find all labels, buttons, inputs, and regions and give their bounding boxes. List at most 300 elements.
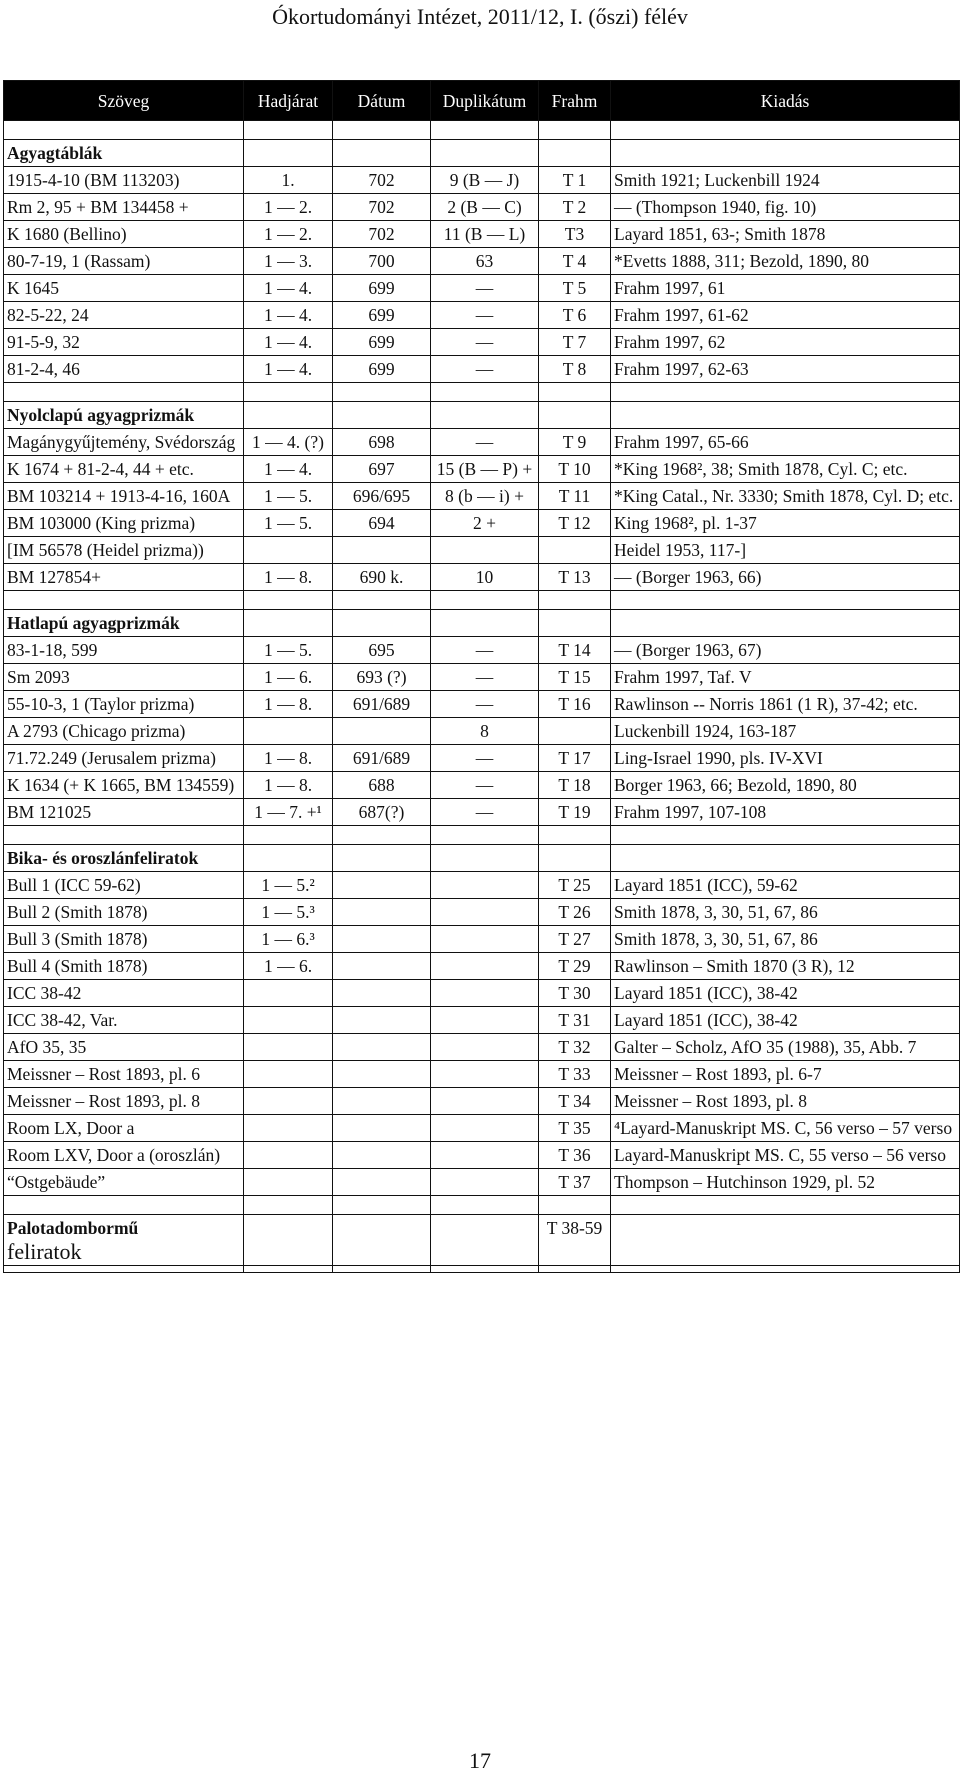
table-row — [4, 302, 960, 329]
table-cell: Rawlinson -- Norris 1861 (1 R), 37-42; etc. — [611, 691, 960, 718]
table-cell: Bull 4 (Smith 1878) — [4, 953, 244, 980]
spacer-cell — [431, 121, 539, 140]
table-row — [4, 1142, 960, 1169]
table-cell: 55-10-3, 1 (Taylor prizma) — [4, 691, 244, 718]
table-cell: BM 127854+ — [4, 564, 244, 591]
table-cell: Magánygyűjtemény, Svédország — [4, 429, 244, 456]
table-cell: K 1680 (Bellino) — [4, 221, 244, 248]
table-cell — [539, 537, 611, 564]
table-cell: — (Borger 1963, 66) — [611, 564, 960, 591]
table-cell — [431, 872, 539, 899]
table-cell — [431, 926, 539, 953]
table-cell: T 34 — [539, 1088, 611, 1115]
table-row — [4, 1115, 960, 1142]
table-cell: T 1 — [539, 167, 611, 194]
spacer-cell — [4, 826, 244, 845]
spacer-cell — [611, 591, 960, 610]
column-header: Szöveg — [4, 81, 244, 121]
table-cell — [333, 1088, 431, 1115]
table-row — [4, 953, 960, 980]
table-cell: T 10 — [539, 456, 611, 483]
spacer-cell — [333, 121, 431, 140]
table-row — [4, 718, 960, 745]
empty-cell — [539, 402, 611, 429]
table-cell — [333, 718, 431, 745]
table-cell: Layard 1851 (ICC), 59-62 — [611, 872, 960, 899]
table-cell: 2 (B — C) — [431, 194, 539, 221]
table-cell — [244, 980, 333, 1007]
table-cell: Layard-Manuskript MS. C, 55 verso – 56 verso — [611, 1142, 960, 1169]
table-row — [4, 637, 960, 664]
spacer-cell — [539, 1266, 611, 1273]
table-cell: BM 103214 + 1913-4-16, 160A — [4, 483, 244, 510]
spacer-cell — [244, 1266, 333, 1273]
table-cell: T 11 — [539, 483, 611, 510]
table-cell: Frahm 1997, 107-108 — [611, 799, 960, 826]
empty-cell — [244, 402, 333, 429]
table-cell: T 14 — [539, 637, 611, 664]
table-cell: Room LX, Door a — [4, 1115, 244, 1142]
table-cell — [431, 537, 539, 564]
table-cell: 700 — [333, 248, 431, 275]
table-cell: Bull 1 (ICC 59-62) — [4, 872, 244, 899]
table-cell: “Ostgebäude” — [4, 1169, 244, 1196]
table-cell: T 17 — [539, 745, 611, 772]
table-cell: T 25 — [539, 872, 611, 899]
table-cell: 694 — [333, 510, 431, 537]
table-cell — [431, 1142, 539, 1169]
table-cell — [244, 1169, 333, 1196]
table-cell: 697 — [333, 456, 431, 483]
table-cell: 691/689 — [333, 745, 431, 772]
spacer-cell — [431, 826, 539, 845]
table-cell: ICC 38-42, Var. — [4, 1007, 244, 1034]
empty-cell — [431, 610, 539, 637]
table-cell — [333, 1061, 431, 1088]
table-row — [4, 564, 960, 591]
empty-cell — [431, 402, 539, 429]
spacer-cell — [539, 1196, 611, 1215]
table-cell: 2 + — [431, 510, 539, 537]
spacer-cell — [539, 826, 611, 845]
table-cell: 702 — [333, 167, 431, 194]
empty-cell — [244, 610, 333, 637]
spacer-row — [4, 121, 960, 140]
table-cell: 1915-4-10 (BM 113203) — [4, 167, 244, 194]
table-row — [4, 899, 960, 926]
table-cell: — — [431, 799, 539, 826]
table-cell: Frahm 1997, 61 — [611, 275, 960, 302]
spacer-cell — [611, 1196, 960, 1215]
table-cell: Rawlinson – Smith 1870 (3 R), 12 — [611, 953, 960, 980]
spacer-cell — [244, 383, 333, 402]
table-cell: — — [431, 275, 539, 302]
table-cell: 1 — 4. (?) — [244, 429, 333, 456]
table-cell: — — [431, 637, 539, 664]
table-cell: T 38-59 — [539, 1215, 611, 1266]
table-row — [4, 691, 960, 718]
empty-cell — [431, 140, 539, 167]
table-cell: 1 — 5. — [244, 510, 333, 537]
table-cell: ⁴Layard-Manuskript MS. C, 56 verso – 57 verso — [611, 1115, 960, 1142]
table-row — [4, 926, 960, 953]
spacer-cell — [611, 1266, 960, 1273]
table-cell: Bull 2 (Smith 1878) — [4, 899, 244, 926]
table-cell: 693 (?) — [333, 664, 431, 691]
empty-cell — [611, 1215, 960, 1266]
table-cell: T 9 — [539, 429, 611, 456]
table-row — [4, 1169, 960, 1196]
table-cell: Frahm 1997, 65-66 — [611, 429, 960, 456]
table-cell: 1 — 7. +¹ — [244, 799, 333, 826]
table-cell: K 1674 + 81-2-4, 44 + etc. — [4, 456, 244, 483]
table-cell — [431, 899, 539, 926]
section-header-row — [4, 610, 960, 637]
table-cell: Smith 1878, 3, 30, 51, 67, 86 — [611, 899, 960, 926]
empty-cell — [611, 845, 960, 872]
table-cell — [333, 872, 431, 899]
table-cell: Layard 1851 (ICC), 38-42 — [611, 1007, 960, 1034]
empty-cell — [431, 1215, 539, 1266]
section-title: Agyagtáblák — [4, 140, 244, 167]
table-body — [4, 81, 960, 1273]
table-cell: 699 — [333, 356, 431, 383]
spacer-cell — [333, 826, 431, 845]
table-cell: BM 103000 (King prizma) — [4, 510, 244, 537]
table-cell: Frahm 1997, 62-63 — [611, 356, 960, 383]
table-cell: T 19 — [539, 799, 611, 826]
table-cell — [431, 953, 539, 980]
spacer-cell — [611, 121, 960, 140]
table-row — [4, 483, 960, 510]
table-cell: 1 — 4. — [244, 302, 333, 329]
table-cell: — — [431, 664, 539, 691]
table-cell: — — [431, 356, 539, 383]
spacer-cell — [333, 1266, 431, 1273]
section-title-line: feliratok — [7, 1239, 82, 1264]
table-cell: 1 — 5. — [244, 483, 333, 510]
table-cell: 688 — [333, 772, 431, 799]
table-cell — [431, 1034, 539, 1061]
spacer-cell — [611, 826, 960, 845]
table-row — [4, 1061, 960, 1088]
table-row — [4, 329, 960, 356]
table-cell: 15 (B — P) + — [431, 456, 539, 483]
table-cell: 1 — 4. — [244, 275, 333, 302]
table-row — [4, 745, 960, 772]
empty-cell — [333, 402, 431, 429]
table-cell: ICC 38-42 — [4, 980, 244, 1007]
column-header: Duplikátum — [431, 81, 539, 121]
table-cell: Heidel 1953, 117-] — [611, 537, 960, 564]
spacer-cell — [4, 121, 244, 140]
table-cell: T 18 — [539, 772, 611, 799]
table-cell: T 2 — [539, 194, 611, 221]
table-cell: Luckenbill 1924, 163-187 — [611, 718, 960, 745]
texts-table — [3, 80, 960, 1273]
spacer-cell — [4, 383, 244, 402]
section-title: Nyolclapú agyagprizmák — [4, 402, 244, 429]
table-cell: 1 — 2. — [244, 221, 333, 248]
table-cell: Frahm 1997, 61-62 — [611, 302, 960, 329]
table-cell: 690 k. — [333, 564, 431, 591]
table-cell — [244, 1034, 333, 1061]
section-header-row — [4, 845, 960, 872]
table-cell: 9 (B — J) — [431, 167, 539, 194]
table-cell: 91-5-9, 32 — [4, 329, 244, 356]
table-cell: 691/689 — [333, 691, 431, 718]
empty-cell — [333, 1215, 431, 1266]
table-cell: Borger 1963, 66; Bezold, 1890, 80 — [611, 772, 960, 799]
table-cell: T 6 — [539, 302, 611, 329]
table-cell — [333, 953, 431, 980]
table-cell: — — [431, 772, 539, 799]
table-cell — [244, 537, 333, 564]
spacer-row — [4, 1196, 960, 1215]
table-cell: 1 — 6.³ — [244, 926, 333, 953]
table-cell: T 32 — [539, 1034, 611, 1061]
table-cell: 1 — 5.² — [244, 872, 333, 899]
table-cell: Frahm 1997, 62 — [611, 329, 960, 356]
table-cell: 10 — [431, 564, 539, 591]
table-cell: T 16 — [539, 691, 611, 718]
table-cell: T 13 — [539, 564, 611, 591]
table-cell: Thompson – Hutchinson 1929, pl. 52 — [611, 1169, 960, 1196]
spacer-cell — [244, 1196, 333, 1215]
table-cell: T 15 — [539, 664, 611, 691]
table-cell: Smith 1921; Luckenbill 1924 — [611, 167, 960, 194]
table-cell: T3 — [539, 221, 611, 248]
table-cell: T 7 — [539, 329, 611, 356]
table-cell — [333, 899, 431, 926]
empty-cell — [333, 140, 431, 167]
table-cell: K 1645 — [4, 275, 244, 302]
table-cell: — — [431, 302, 539, 329]
table-cell: 82-5-22, 24 — [4, 302, 244, 329]
table-cell: 699 — [333, 302, 431, 329]
spacer-cell — [431, 1266, 539, 1273]
table-cell — [244, 1061, 333, 1088]
table-cell — [431, 1115, 539, 1142]
column-header: Frahm — [539, 81, 611, 121]
table-cell: 1 — 8. — [244, 691, 333, 718]
page-header: Ókortudományi Intézet, 2011/12, I. (őszi) félév — [272, 4, 688, 29]
empty-cell — [611, 140, 960, 167]
table-cell: 80-7-19, 1 (Rassam) — [4, 248, 244, 275]
table-cell: Galter – Scholz, AfO 35 (1988), 35, Abb. 7 — [611, 1034, 960, 1061]
table-row — [4, 872, 960, 899]
table-cell: Layard 1851 (ICC), 38-42 — [611, 980, 960, 1007]
table-cell: 11 (B — L) — [431, 221, 539, 248]
section-header-row — [4, 402, 960, 429]
empty-cell — [431, 845, 539, 872]
spacer-cell — [431, 1196, 539, 1215]
section-header-row — [4, 1215, 960, 1266]
table-cell: 1 — 2. — [244, 194, 333, 221]
table-cell: 687(?) — [333, 799, 431, 826]
spacer-cell — [333, 383, 431, 402]
empty-cell — [333, 610, 431, 637]
table-row — [4, 275, 960, 302]
table-cell: — — [431, 329, 539, 356]
table-row — [4, 429, 960, 456]
empty-cell — [539, 845, 611, 872]
table-cell — [244, 1088, 333, 1115]
section-title-line: Palotadombormű — [7, 1218, 139, 1238]
table-cell: — (Thompson 1940, fig. 10) — [611, 194, 960, 221]
table-cell: K 1634 (+ K 1665, BM 134559) — [4, 772, 244, 799]
table-row — [4, 1034, 960, 1061]
spacer-cell — [539, 383, 611, 402]
table-cell: Meissner – Rost 1893, pl. 6-7 — [611, 1061, 960, 1088]
table-cell: AfO 35, 35 — [4, 1034, 244, 1061]
table-cell — [431, 1061, 539, 1088]
page-number: 17 — [469, 1748, 491, 1773]
table-cell: Rm 2, 95 + BM 134458 + — [4, 194, 244, 221]
empty-cell — [611, 402, 960, 429]
table-cell — [333, 537, 431, 564]
table-cell: 83-1-18, 599 — [4, 637, 244, 664]
table-cell: 702 — [333, 194, 431, 221]
table-cell: 1 — 6. — [244, 953, 333, 980]
table-cell — [539, 718, 611, 745]
table-cell: 1 — 3. — [244, 248, 333, 275]
table-cell: Smith 1878, 3, 30, 51, 67, 86 — [611, 926, 960, 953]
table-cell: 63 — [431, 248, 539, 275]
column-header: Hadjárat — [244, 81, 333, 121]
table-cell: T 30 — [539, 980, 611, 1007]
table-cell — [333, 980, 431, 1007]
table-cell: 71.72.249 (Jerusalem prizma) — [4, 745, 244, 772]
table-cell — [431, 980, 539, 1007]
table-row — [4, 1007, 960, 1034]
empty-cell — [333, 845, 431, 872]
table-cell — [244, 718, 333, 745]
table-cell: — — [431, 691, 539, 718]
spacer-cell — [539, 591, 611, 610]
table-cell: 699 — [333, 329, 431, 356]
spacer-cell — [4, 1266, 244, 1273]
table-cell: 695 — [333, 637, 431, 664]
table-cell: T 4 — [539, 248, 611, 275]
table-cell — [333, 926, 431, 953]
section-header-row — [4, 140, 960, 167]
table-cell: Ling-Israel 1990, pls. IV-XVI — [611, 745, 960, 772]
empty-cell — [539, 140, 611, 167]
table-cell: 1 — 4. — [244, 456, 333, 483]
table-cell: 698 — [333, 429, 431, 456]
table-row — [4, 356, 960, 383]
table-cell: 696/695 — [333, 483, 431, 510]
table-cell: Meissner – Rost 1893, pl. 6 — [4, 1061, 244, 1088]
empty-cell — [244, 140, 333, 167]
table-row — [4, 772, 960, 799]
table-row — [4, 799, 960, 826]
table-cell: 1 — 5.³ — [244, 899, 333, 926]
column-header: Dátum — [333, 81, 431, 121]
table-cell: A 2793 (Chicago prizma) — [4, 718, 244, 745]
table-header-row — [4, 81, 960, 121]
section-title — [4, 1215, 244, 1266]
table-cell: T 8 — [539, 356, 611, 383]
table-cell — [244, 1007, 333, 1034]
table-cell: *Evetts 1888, 311; Bezold, 1890, 80 — [611, 248, 960, 275]
table-cell: King 1968², pl. 1-37 — [611, 510, 960, 537]
table-row — [4, 1088, 960, 1115]
table-cell: Layard 1851, 63-; Smith 1878 — [611, 221, 960, 248]
table-row — [4, 664, 960, 691]
table-cell: Meissner – Rost 1893, pl. 8 — [4, 1088, 244, 1115]
table-cell: T 35 — [539, 1115, 611, 1142]
table-cell: T 12 — [539, 510, 611, 537]
table-cell — [333, 1169, 431, 1196]
column-header: Kiadás — [611, 81, 960, 121]
table-row — [4, 248, 960, 275]
spacer-row — [4, 591, 960, 610]
table-cell: Meissner – Rost 1893, pl. 8 — [611, 1088, 960, 1115]
empty-cell — [244, 845, 333, 872]
spacer-cell — [333, 1196, 431, 1215]
table-cell: *King 1968², 38; Smith 1878, Cyl. C; etc. — [611, 456, 960, 483]
table-cell: 8 (b — i) + — [431, 483, 539, 510]
table-row — [4, 456, 960, 483]
table-cell: 1 — 8. — [244, 564, 333, 591]
table-row — [4, 980, 960, 1007]
spacer-cell — [611, 383, 960, 402]
table-row — [4, 537, 960, 564]
table-cell: T 29 — [539, 953, 611, 980]
table-cell: Sm 2093 — [4, 664, 244, 691]
spacer-row — [4, 383, 960, 402]
empty-cell — [539, 610, 611, 637]
spacer-cell — [4, 1196, 244, 1215]
table-cell: 8 — [431, 718, 539, 745]
spacer-cell — [244, 591, 333, 610]
table-cell — [431, 1169, 539, 1196]
spacer-cell — [244, 121, 333, 140]
table-row — [4, 510, 960, 537]
table-cell: T 33 — [539, 1061, 611, 1088]
table-cell: — — [431, 745, 539, 772]
table-cell — [333, 1034, 431, 1061]
table-cell — [431, 1088, 539, 1115]
table-cell: BM 121025 — [4, 799, 244, 826]
table-cell: 702 — [333, 221, 431, 248]
spacer-cell — [431, 591, 539, 610]
table-cell: 1 — 8. — [244, 745, 333, 772]
table-cell: T 31 — [539, 1007, 611, 1034]
table-cell: T 27 — [539, 926, 611, 953]
table-cell: 699 — [333, 275, 431, 302]
empty-cell — [244, 1215, 333, 1266]
table-cell: T 36 — [539, 1142, 611, 1169]
table-cell — [244, 1115, 333, 1142]
table-cell: 1 — 4. — [244, 329, 333, 356]
table-cell: 1 — 5. — [244, 637, 333, 664]
spacer-row — [4, 1266, 960, 1273]
table-cell: T 37 — [539, 1169, 611, 1196]
table-cell: 81-2-4, 46 — [4, 356, 244, 383]
table-cell: T 26 — [539, 899, 611, 926]
table-cell: 1 — 8. — [244, 772, 333, 799]
table-cell: 1 — 4. — [244, 356, 333, 383]
section-title: Hatlapú agyagprizmák — [4, 610, 244, 637]
table-cell: Bull 3 (Smith 1878) — [4, 926, 244, 953]
table-cell: T 5 — [539, 275, 611, 302]
table-cell — [333, 1007, 431, 1034]
table-cell: Frahm 1997, Taf. V — [611, 664, 960, 691]
table-cell: 1 — 6. — [244, 664, 333, 691]
